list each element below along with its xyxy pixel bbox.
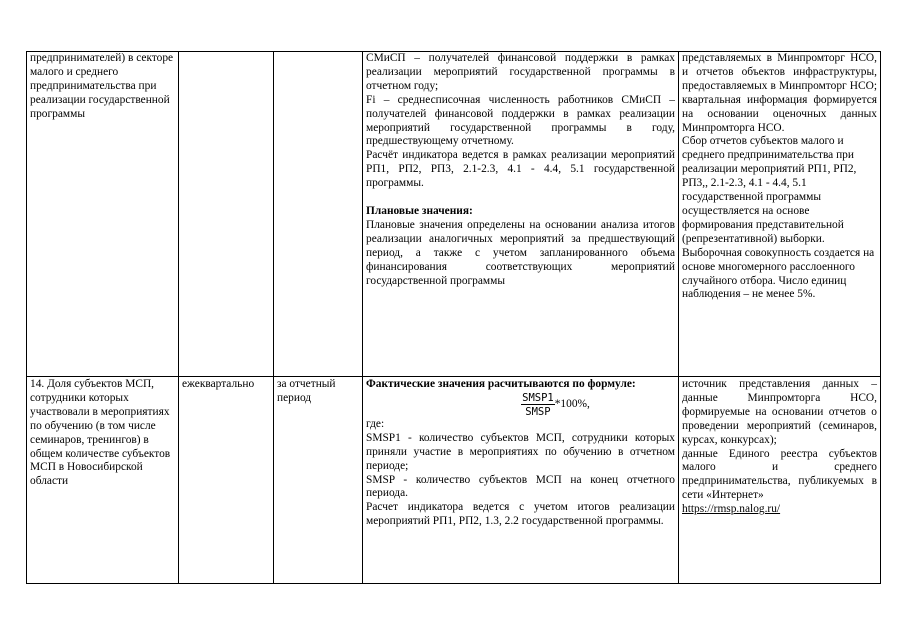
calc-note: Расчет индикатора ведется с учетом итогов реализации мероприятий РП1, РП2, 1.3, 2.2 государственной программы. xyxy=(366,501,675,528)
periodicity-cell xyxy=(179,377,274,584)
method-cell xyxy=(363,377,679,584)
indicator-name: 14. Доля субъектов МСП, сотрудники которых участвовали в мероприятиях по обучению (в том числе семинаров, тренингов) в общем количестве субъектов МСП в Новосибирской области xyxy=(30,378,171,488)
indicators-table xyxy=(26,51,881,584)
period: за отчетный период xyxy=(277,378,336,404)
where-label: где: xyxy=(366,417,385,430)
indicator-name-cell xyxy=(27,52,179,377)
definition: SMSP - количество субъектов МСП на конец отчетного периода. xyxy=(366,473,675,500)
indicator-name: предпринимателей) в секторе малого и среднего предпринимательства при реализации государственной программы xyxy=(30,52,174,120)
table-row xyxy=(27,52,881,377)
method-paragraph: Расчёт индикатора ведется в рамках реализации мероприятий РП1, РП2, РП3, 2.1-2.3, 4.1 - 4.4, 5.1 государственной программы. xyxy=(366,149,675,190)
method-cell xyxy=(363,52,679,377)
periodicity-cell xyxy=(179,52,274,377)
method-paragraph: СМиСП – получателей финансовой поддержки в рамках реализации мероприятий государственной программы в отчетном году; xyxy=(366,52,675,92)
table-row xyxy=(27,377,881,584)
source-paragraph: Сбор отчетов субъектов малого и среднего предпринимательства при реализации мероприятий РП1, РП2, РП3,, 2.1-2.3, 4.1 - 4.4, 5.1 государственной программы осуществляется на основе формирования представительной (репрезентативной) выборки. Выборочная совокупность создается на основе многомерного расслоенного случайного отбора. Число единиц наблюдения – не менее 5%. xyxy=(682,135,875,301)
method-paragraph: Fi – среднесписочная численность работников СМиСП – получателей финансовой поддержки в рамках реализации мероприятий государственной программы в году, предшествующему отчетному. xyxy=(366,93,675,148)
definition: SMSP1 - количество субъектов МСП, сотрудники которых приняли участие в мероприятиях по обучению в отчетном периоде; xyxy=(366,431,675,472)
plan-text: Плановые значения определены на основании анализа итогов реализации аналогичных мероприятий за предшествующий период, а также с учетом запланированного объема финансирования соответствующих мероприятий государственной программы xyxy=(366,218,675,287)
source-paragraph: источник представления данных – данные Минпромторга НСО, формируемые на основании отчетов о проведении мероприятий (семинаров, курсах, конкурсах); xyxy=(682,378,877,446)
indicator-name-cell xyxy=(27,377,179,584)
periodicity: ежеквартально xyxy=(182,378,255,390)
source-cell xyxy=(679,377,881,584)
source-paragraph: представляемых в Минпромторг НСО, и отчетов объектов инфраструктуры, предоставляемых в Минпромторг НСО; квартальная информация формируется на основании оценочных данных Минпромторга НСО. xyxy=(682,52,877,134)
formula-denominator: SMSP xyxy=(525,405,551,418)
source-cell xyxy=(679,52,881,377)
period-cell xyxy=(274,377,363,584)
rmsp-link[interactable]: https://rmsp.nalog.ru/ xyxy=(682,503,781,516)
formula-tail: *100%, xyxy=(554,397,590,410)
formula-numerator: SMSP1 xyxy=(522,391,554,404)
period-cell xyxy=(274,52,363,377)
source-paragraph: данные Единого реестра субъектов малого и среднего предпринимательства, публикуемых в сети «Интернет» xyxy=(682,447,877,502)
plan-heading: Плановые значения: xyxy=(366,205,473,218)
formula-heading: Фактические значения расчитываются по формуле: xyxy=(366,378,636,390)
formula xyxy=(436,392,675,418)
